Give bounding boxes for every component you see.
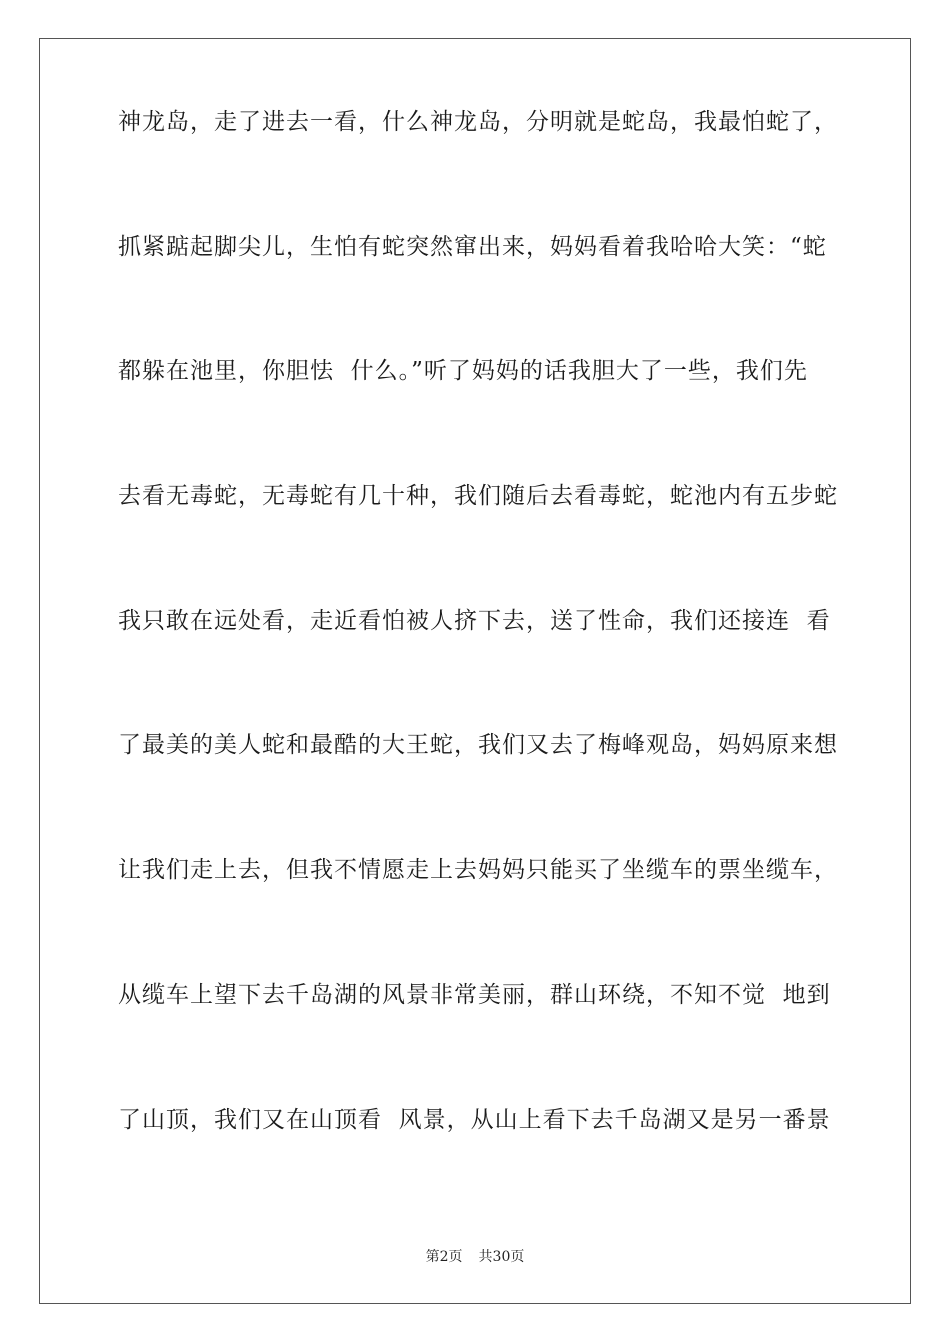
text-line: 去看无毒蛇，无毒蛇有几十种，我们随后去看毒蛇，蛇池内有五步蛇 <box>118 483 838 510</box>
text-line: 了山顶，我们又在山顶看 风景，从山上看下去千岛湖又是另一番景 <box>118 1106 831 1133</box>
document-body <box>118 105 838 1227</box>
text-line: 都躲在池里，你胆怯 什么。”听了妈妈的话我胆大了一些，我们先 <box>118 358 808 385</box>
text-line: 让我们走上去，但我不情愿走上去妈妈只能买了坐缆车的票坐缆车， <box>118 857 838 884</box>
text-line: 从缆车上望下去千岛湖的风景非常美丽，群山环绕，不知不觉 地到 <box>118 981 831 1008</box>
page-total: 共30页 <box>478 1249 525 1265</box>
text-line: 了最美的美人蛇和最酷的大王蛇，我们又去了梅峰观岛，妈妈原来想 <box>118 732 838 759</box>
page-footer <box>0 1246 950 1266</box>
text-line: 我只敢在远处看，走近看怕被人挤下去，送了性命，我们还接连 看 <box>118 607 831 634</box>
text-line: 抓紧踮起脚尖儿，生怕有蛇突然窜出来，妈妈看着我哈哈大笑：“蛇 <box>118 233 827 260</box>
text-line: 神龙岛，走了进去一看，什么神龙岛，分明就是蛇岛，我最怕蛇了， <box>118 109 838 135</box>
page-number: 第2页 <box>425 1249 463 1265</box>
